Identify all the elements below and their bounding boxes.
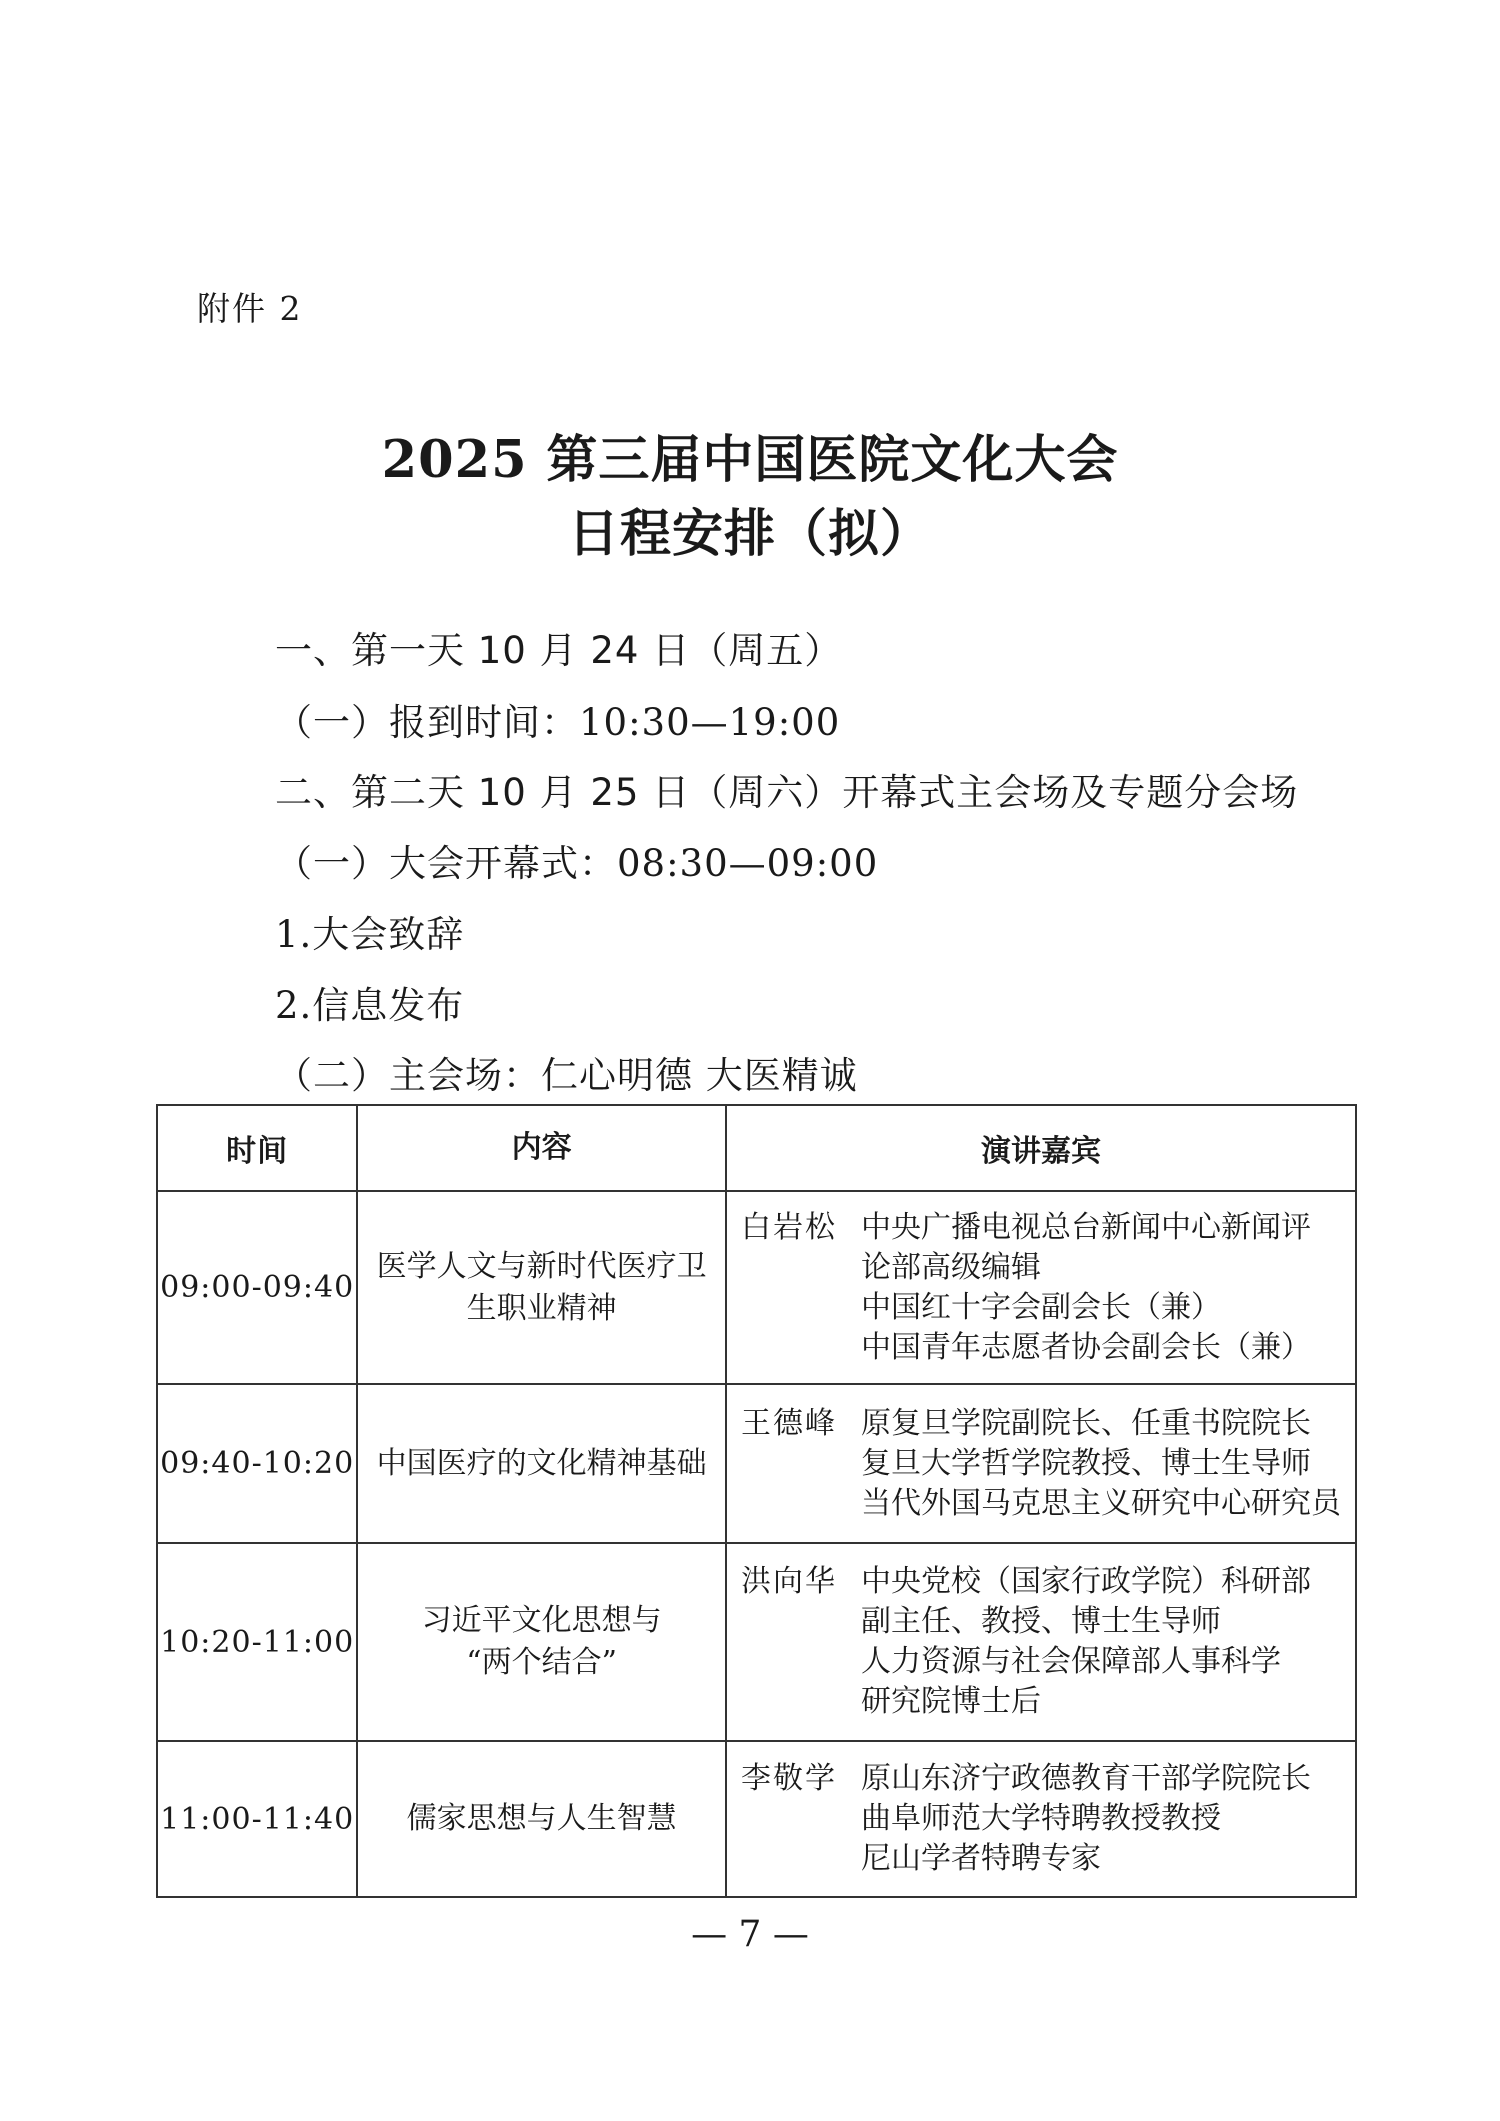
speaker-role: 曲阜师范大学特聘教授教授 [861,1801,1221,1836]
table-row [157,1191,1356,1384]
table-row [157,1741,1356,1897]
session-time: 11:00-11:40 [157,1741,357,1897]
speaker-role: 副主任、教授、博士生导师 [861,1604,1221,1639]
session-speaker-cell [726,1543,1356,1741]
speaker-role: 研究院博士后 [861,1684,1041,1719]
schedule-table [156,1104,1357,1898]
table-header-row [157,1105,1356,1191]
speaker-role: 论部高级编辑 [861,1249,1041,1285]
session-topic-line: 习近平文化思想与 [421,1603,662,1638]
speaker-role: 中国青年志愿者协会副会长（兼） [861,1329,1311,1365]
speaker-role: 当代外国马克思主义研究中心研究员 [861,1485,1341,1521]
speaker-name: 洪向华 [741,1564,837,1599]
session-speaker-cell [726,1191,1356,1384]
speaker-role: 中央广播电视总台新闻中心新闻评 [861,1209,1311,1245]
speaker-roles [861,1208,1311,1368]
speaker-name: 李敬学 [741,1761,837,1796]
speaker-role: 尼山学者特聘专家 [861,1841,1101,1876]
session-topic [357,1543,726,1741]
session-speaker-cell [726,1384,1356,1543]
speaker-role: 中国红十字会副会长（兼） [861,1289,1221,1325]
speaker-role: 中央党校（国家行政学院）科研部 [861,1564,1311,1599]
table-row [157,1543,1356,1741]
session-time: 09:00-09:40 [157,1191,357,1384]
day2-opening: （一）大会开幕式：08:30—09:00 [275,842,879,885]
session-topic-line: “两个结合” [466,1645,617,1680]
header-content: 内容 [357,1105,726,1191]
speaker-role: 复旦大学哲学院教授、博士生导师 [861,1445,1311,1481]
speaker-roles [861,1562,1311,1722]
speaker-roles [861,1404,1341,1524]
speaker-roles [861,1759,1311,1879]
day2-item-release: 2.信息发布 [275,984,465,1027]
session-time: 10:20-11:00 [157,1543,357,1741]
speaker-role: 原复旦学院副院长、任重书院院长 [861,1405,1311,1441]
speaker-name: 王德峰 [741,1405,837,1441]
header-time: 时间 [157,1105,357,1191]
document-subtitle: 日程安排（拟） [567,504,932,564]
header-speaker: 演讲嘉宾 [726,1105,1356,1191]
table-row [157,1384,1356,1543]
day2-heading: 二、第二天 10 月 25 日（周六）开幕式主会场及专题分会场 [275,771,1299,814]
day2-main-venue: （二）主会场：仁心明德 大医精诚 [275,1054,858,1097]
speaker-role: 人力资源与社会保障部人事科学 [861,1644,1281,1679]
session-time: 09:40-10:20 [157,1384,357,1543]
session-topic: 中国医疗的文化精神基础 [357,1384,726,1543]
page-number: — 7 — [691,1914,809,1955]
day2-item-speech: 1.大会致辞 [275,913,465,956]
speaker-name: 白岩松 [741,1209,837,1245]
session-speaker-cell [726,1741,1356,1897]
attachment-label: 附件 2 [197,289,303,328]
day1-heading: 一、第一天 10 月 24 日（周五） [275,629,843,672]
document-title: 2025 第三届中国医院文化大会 [381,430,1119,490]
day1-registration: （一）报到时间：10:30—19:00 [275,701,841,744]
session-topic: 医学人文与新时代医疗卫生职业精神 [357,1191,726,1384]
session-topic: 儒家思想与人生智慧 [357,1741,726,1897]
speaker-role: 原山东济宁政德教育干部学院院长 [861,1761,1311,1796]
